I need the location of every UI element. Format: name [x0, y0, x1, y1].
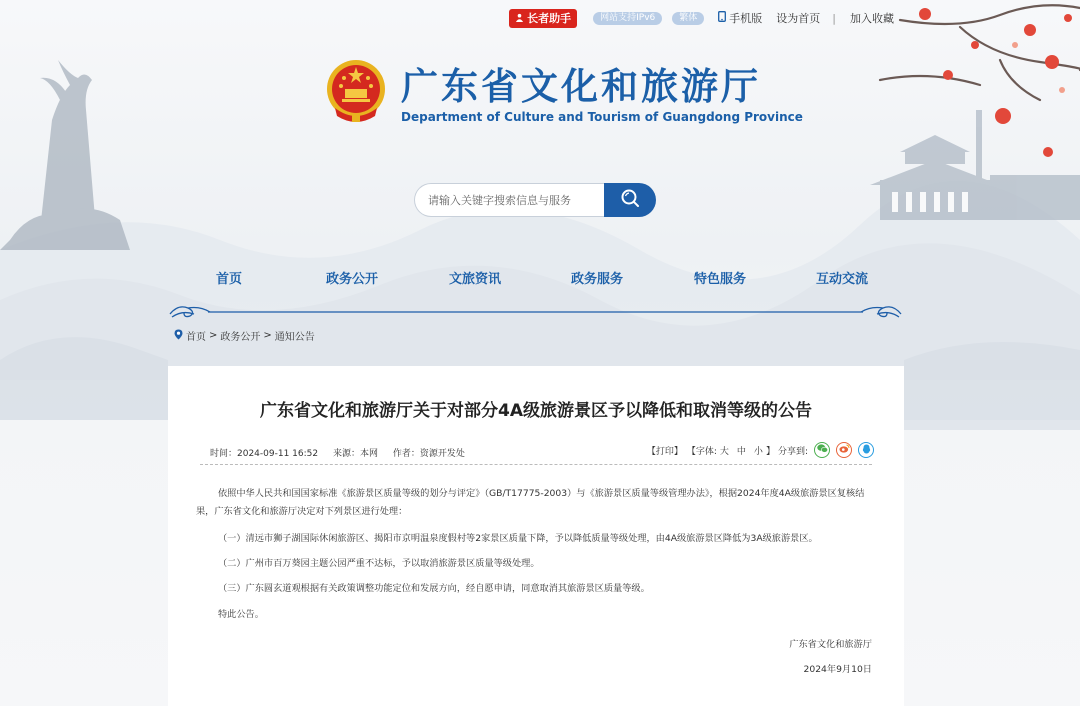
- article-date: 2024年9月10日: [803, 664, 872, 675]
- wechat-share-button[interactable]: [814, 442, 830, 458]
- publish-time: 时间：2024-09-11 16:52: [210, 449, 319, 459]
- font-medium-button[interactable]: 中: [736, 446, 746, 457]
- article-meta: [210, 446, 477, 459]
- article-paragraph: 特此公告。: [218, 609, 264, 620]
- mobile-version-link[interactable]: [718, 10, 762, 26]
- breadcrumb-notices[interactable]: 通知公告: [274, 332, 315, 343]
- nav-government-affairs[interactable]: 政务公开: [326, 272, 379, 287]
- font-large-button[interactable]: 大: [719, 446, 729, 457]
- qq-icon: [862, 444, 871, 457]
- wechat-icon: [817, 444, 828, 456]
- national-emblem-logo: [325, 58, 387, 124]
- breadcrumb-sep: >: [263, 330, 272, 341]
- nav-home[interactable]: 首页: [216, 272, 243, 287]
- search-icon: [620, 188, 640, 212]
- site-title-cn: 广东省文化和旅游厅: [401, 64, 761, 108]
- meta-divider: [200, 464, 872, 465]
- breadcrumb: [174, 328, 315, 343]
- mobile-version-label: 手机版: [729, 12, 763, 25]
- weibo-icon: [839, 444, 850, 456]
- search-button[interactable]: [604, 183, 656, 217]
- article-author: 作者：资源开发处: [392, 449, 465, 459]
- elder-icon: [515, 12, 524, 25]
- elder-mode-button[interactable]: [509, 9, 577, 28]
- article-tools: [647, 442, 874, 458]
- main-nav: [168, 268, 908, 288]
- font-size-close: 】: [765, 446, 775, 457]
- top-utility-bar: [509, 8, 894, 28]
- nav-interaction[interactable]: 互动交流: [816, 272, 869, 287]
- traditional-chinese-toggle[interactable]: 繁体: [672, 12, 704, 25]
- add-favorite-link[interactable]: 加入收藏: [850, 12, 894, 25]
- ipv6-badge: 网站支持IPv6: [593, 12, 662, 25]
- article-signature: 广东省文化和旅游厅: [789, 639, 872, 650]
- location-pin-icon: [174, 329, 183, 343]
- article-card: [168, 366, 904, 706]
- elder-mode-label: 长者助手: [527, 12, 572, 25]
- print-button[interactable]: 【打印】: [646, 446, 683, 457]
- breadcrumb-home[interactable]: 首页: [186, 332, 206, 343]
- set-home-link[interactable]: 设为首页: [776, 12, 821, 25]
- search-bar: [414, 183, 656, 217]
- nav-government-services[interactable]: 政务服务: [571, 272, 624, 287]
- separator: |: [832, 11, 836, 25]
- qq-share-button[interactable]: [858, 442, 874, 458]
- site-title-en: Department of Culture and Tourism of Guangdong Province: [401, 110, 803, 124]
- article-source: 来源：本网: [332, 449, 378, 459]
- share-label: 分享到:: [777, 446, 808, 457]
- article-paragraph: （三）广东圆玄道观根据有关政策调整功能定位和发展方向，经自愿申请，同意取消其旅游景区质量等级。: [218, 583, 650, 594]
- font-small-button[interactable]: 小: [753, 446, 763, 457]
- nav-culture-tourism-news[interactable]: 文旅资讯: [449, 272, 502, 287]
- phone-icon: [718, 11, 726, 25]
- article-paragraph: 依照中华人民共和国国家标准《旅游景区质量等级的划分与评定》（GB/T17775-2003）与《旅游景区质量等级管理办法》，根据2024年度4A级旅游景区复核结果，广东省文化和旅游厅决定对下列景区进行处理：: [196, 488, 865, 517]
- weibo-share-button[interactable]: [836, 442, 852, 458]
- article-title: 广东省文化和旅游厅关于对部分4A级旅游景区予以降低和取消等级的公告: [260, 401, 812, 421]
- font-size-label: 【字体:: [686, 446, 717, 457]
- nav-decorative-line: [168, 302, 903, 322]
- article-paragraph: （一）清远市狮子湖国际休闲旅游区、揭阳市京明温泉度假村等2家景区质量下降，予以降低质量等级处理，由4A级旅游景区降低为3A级旅游景区。: [218, 533, 818, 544]
- breadcrumb-government-affairs[interactable]: 政务公开: [220, 332, 261, 343]
- nav-featured-services[interactable]: 特色服务: [694, 272, 747, 287]
- breadcrumb-sep: >: [209, 330, 218, 341]
- search-input[interactable]: [414, 183, 604, 217]
- article-paragraph: （二）广州市百万葵园主题公园严重不达标，予以取消旅游景区质量等级处理。: [218, 558, 540, 569]
